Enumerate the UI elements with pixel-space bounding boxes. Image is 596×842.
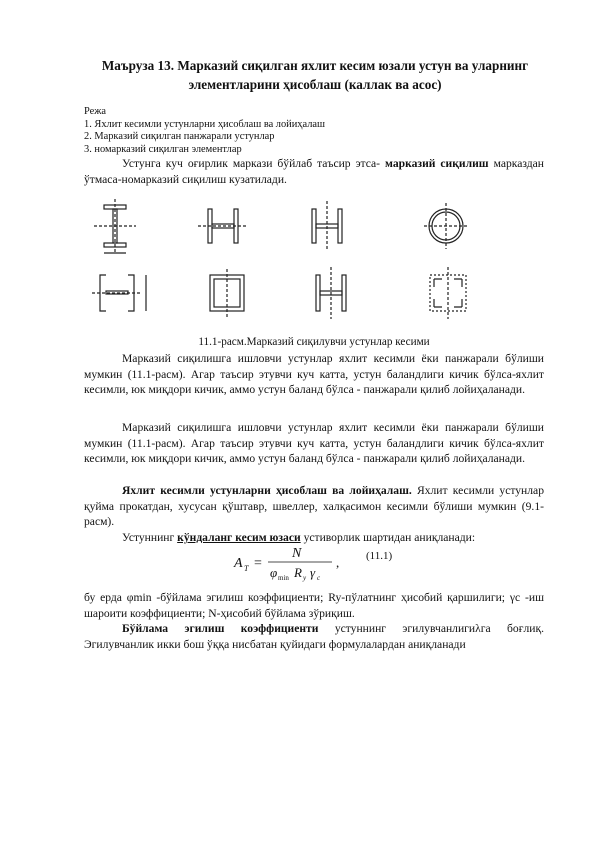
paragraph-2: Марказий сиқилишга ишловчи устунлар яхлит кесимли ёки панжарали бўлиши мумкин (11.1-расм). Агар таъсир этувчи куч катта, устун баландлиги кичик бўлса-яхлит кесимли, юк миқдори кичик, аммо устун баланд бўлса - панжарали қилиб лойиҳаланади. bbox=[84, 421, 544, 466]
h-section-3 bbox=[316, 267, 346, 319]
plan-item: 3. номарказий сиқилган элементлар bbox=[84, 143, 242, 155]
pipe-section bbox=[424, 203, 468, 249]
formula-gamma: γ bbox=[310, 565, 316, 580]
paragraph-4-text: Устуннинг bbox=[122, 531, 175, 544]
svg-text:=: = bbox=[254, 556, 262, 571]
plan-item: 2. Марказий сиқилган панжарали устунлар bbox=[84, 131, 275, 143]
formula-svg bbox=[232, 543, 432, 583]
formula-11-1 bbox=[232, 543, 432, 583]
page-title: Маъруза 13. Марказий сиқилган яхлит кесим юзали устун ва уларнинг элементларини ҳисоблаш (каллак ва асос) bbox=[101, 58, 529, 92]
h-section-2 bbox=[312, 201, 342, 251]
box-section-1 bbox=[210, 269, 244, 317]
intro-text2: марказдан ўтмаса-номарказий сиқилиш кузатилади. bbox=[84, 157, 544, 186]
intro-paragraph bbox=[84, 156, 544, 187]
formula-r-sub: y bbox=[303, 574, 307, 582]
plan-heading: Режа bbox=[84, 106, 107, 117]
figure-caption: 11.1-расм.Марказий сиқилувчи устунлар кесими bbox=[198, 336, 430, 348]
plan-item: 1. Яхлит кесимли устунларни ҳисоблаш ва лойиҳалаш bbox=[84, 118, 325, 130]
formula-number: (11.1) bbox=[366, 550, 393, 562]
cross-sections-drawing bbox=[84, 195, 552, 335]
plan-block bbox=[84, 106, 325, 156]
i-beam-section bbox=[94, 199, 136, 253]
double-channel-section bbox=[92, 275, 146, 311]
paragraph-6-text: устуннинг эгилувчанлигиλга боғлиқ. Эгилувчанлик икки бош ўққа нисбатан қуйидаги формулалардан аниқланади bbox=[84, 622, 544, 651]
paragraph-6-bold: Бўйлама эгилиш коэффициенти bbox=[122, 622, 319, 635]
paragraph-4-text2: устиворлик шартидан аниқланади: bbox=[303, 531, 476, 544]
formula-phi: φ bbox=[270, 565, 278, 580]
column-sections-figure bbox=[84, 195, 552, 335]
formula-numerator: N bbox=[292, 546, 302, 561]
paragraph-1: Марказий сиқилишга ишловчи устунлар яхлит кесимли ёки панжарали бўлиши мумкин (11.1-расм). Агар таъсир этувчи куч катта, устун баландлиги кичик бўлса-яхлит кесимли, юк миқдори кичик, аммо устун баланд бўлса - панжарали қилиб лойиҳаланади. bbox=[84, 352, 544, 397]
svg-text:,: , bbox=[336, 555, 340, 570]
formula-phi-sub: min bbox=[278, 574, 289, 582]
h-section-1 bbox=[198, 209, 248, 243]
formula-lhs: A bbox=[234, 556, 243, 571]
paragraph-3-bold: Яхлит кесимли устунларни ҳисоблаш ва лойиҳалаш. bbox=[122, 484, 412, 497]
angle-box-section bbox=[430, 267, 466, 319]
formula-r: R bbox=[294, 565, 302, 580]
paragraph-5: бу ерда φmin -бўйлама эгилиш коэффициенти; Ry-пўлатнинг ҳисобий қаршилиги; γc -иш шароити коэффициенти; N-ҳисобий бўйлама зўриқиш. bbox=[84, 591, 544, 620]
formula-gamma-sub: c bbox=[317, 574, 321, 582]
paragraph-3-text: Яхлит кесимли устунлар қуйма прокатдан, хусусан қўштавр, швеллер, халқасимон кесимли бўлиши мумкин (9.1-расм). bbox=[84, 484, 544, 529]
paragraph-6 bbox=[84, 621, 544, 652]
paragraph-4-underline: кўндаланг кесим юзаси bbox=[177, 531, 301, 544]
intro-text: Устунга куч оғирлик маркази бўйлаб таъсир этса- bbox=[122, 157, 381, 170]
intro-bold: марказий сиқилиш bbox=[385, 157, 489, 170]
paragraph-3 bbox=[84, 483, 544, 530]
formula-lhs-sub: T bbox=[244, 564, 249, 573]
